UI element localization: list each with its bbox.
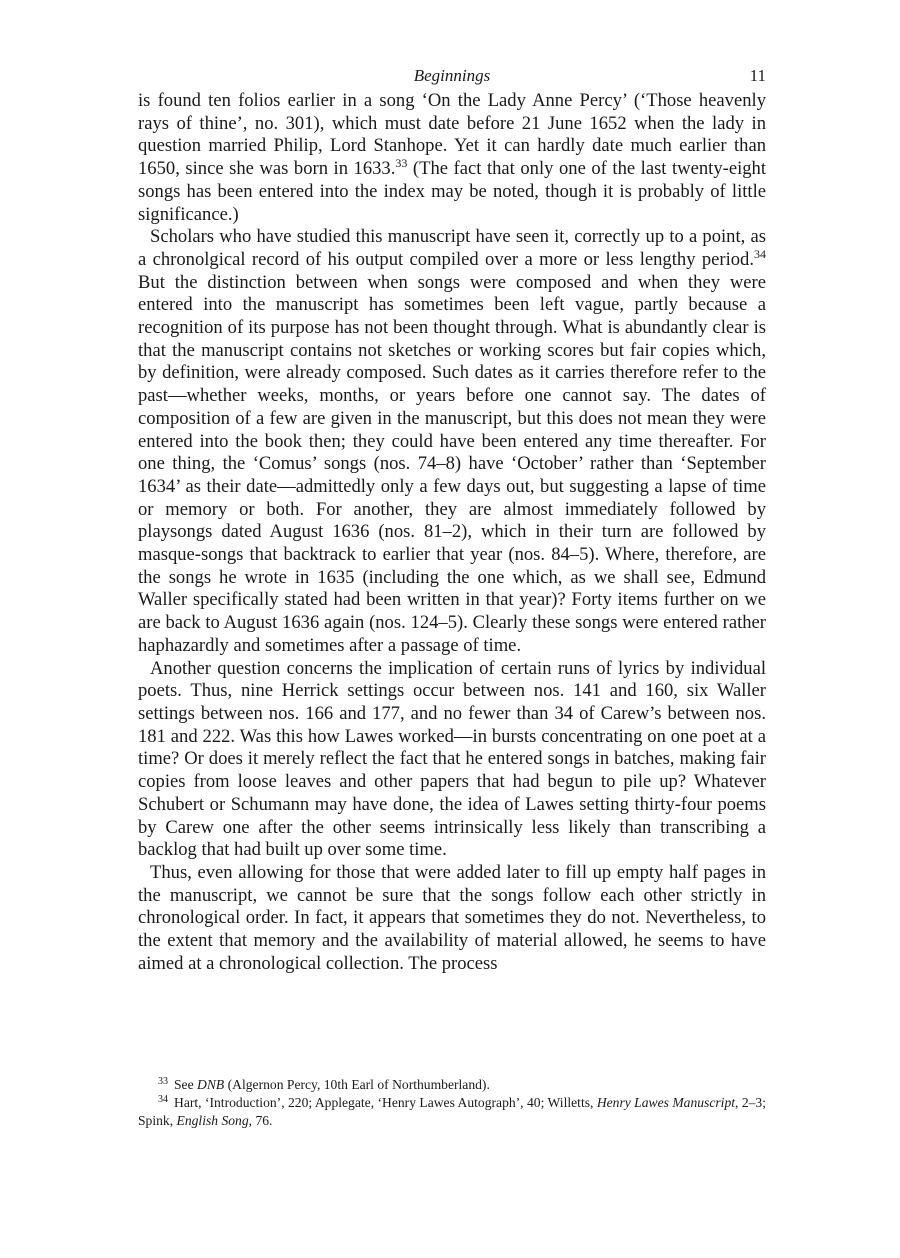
text-run: But the distinction between when songs were composed and when they were entered into the manuscript has sometimes been left vague, partly because a recognition of its purpose has not been thought through. What is abundantly clear is that the manuscript contains not sketches or working scores but fair copies which, by definition, were already composed. Such dates as it carries therefore refer to the past—whether weeks, months, or years before one cannot say. The dates of composition of a few are given in the manuscript, but this does not mean they were entered into the book then; they could have been entered any time thereafter. For one thing, the ‘Comus’ songs (nos. 74–8) have ‘October’ rather than ‘September 1634’ as their date—admittedly only a few days out, but suggesting a lapse of time or memory or both. For another, they are almost immediately followed by playsongs dated August 1636 (nos. 81–2), which in their turn are followed by masque-songs that backtrack to earlier that year (nos. 84–5). Where, therefore, are the songs he wrote in 1635 (including the one which, as we shall see, Edmund Waller specifically stated had been written in that year)? Forty items further on we are back to August 1636 again (nos. 124–5). Clearly these songs were entered rather haphazardly and sometimes after a passage of time. <box>138 271 766 656</box>
page-number: 11 <box>749 66 766 85</box>
paragraph <box>138 90 766 226</box>
text-run: See <box>174 1077 198 1092</box>
paragraph <box>138 862 766 976</box>
footnote <box>138 1094 766 1130</box>
text-run: is found ten folios earlier in a song ‘On the Lady Anne Percy’ (‘Those heavenly rays of thine’, no. 301), which must date before 21 June 1652 when the lady in question married Philip, Lord Stanhope. Yet it can hardly date much earlier than 1650, since she was born in 1633. <box>138 90 766 180</box>
italic-title: English Song <box>176 1113 249 1128</box>
text-run: , 76. <box>248 1113 273 1128</box>
text-run: Another question concerns the implication of certain runs of lyrics by individual poets. Thus, nine Herrick settings occur between nos. 141 and 160, six Waller settings between nos. 166 and 177, and no fewer than 34 of Carew’s between nos. 181 and 222. Was this how Lawes worked—in bursts concentrating on one poet at a time? Or does it merely reflect the fact that he entered songs in batches, making fair copies from loose leaves and other papers that had begun to pile up? Whatever Schubert or Schumann may have done, the idea of Lawes setting thirty-four poems by Carew one after the other seems intrinsically less likely than transcribing a backlog that had built up over some time. <box>138 657 766 861</box>
footnote-reference[interactable]: 34 <box>754 246 766 261</box>
paragraph <box>138 226 766 657</box>
text-run: , 2–3; Spink, <box>138 1095 766 1128</box>
italic-title: Henry Lawes Manuscript <box>596 1095 736 1110</box>
text-run: Scholars who have studied this manuscript have seen it, correctly up to a point, as a chronolgical record of his output compiled over a more or less lengthy period. <box>138 226 766 270</box>
footnote <box>138 1076 766 1094</box>
footnotes <box>138 1076 766 1130</box>
running-head <box>138 62 766 90</box>
paragraph <box>138 658 766 862</box>
text-run: Thus, even allowing for those that were added later to fill up empty half pages in the manuscript, we cannot be sure that the songs follow each other strictly in chronological order. In fact, it appears that sometimes they do not. Nevertheless, to the extent that memory and the availability of material allowed, he seems to have aimed at a chronological collection. The process <box>138 861 766 974</box>
book-page <box>138 62 766 1128</box>
text-run: (Algernon Percy, 10th Earl of Northumberland). <box>224 1077 490 1092</box>
text-run: (The fact that only one of the last twenty-eight songs has been entered into the index may be noted, though it is probably of little significance.) <box>138 158 766 225</box>
running-title: Beginnings <box>413 66 491 85</box>
body-text <box>138 90 766 975</box>
footnote-reference[interactable]: 33 <box>395 156 408 171</box>
text-run: Hart, ‘Introduction’, 220; Applegate, ‘Henry Lawes Autograph’, 40; Willetts, <box>174 1095 597 1110</box>
footnote-number: 33 <box>158 1076 168 1087</box>
footnote-number: 34 <box>158 1094 168 1105</box>
italic-title: DNB <box>197 1077 225 1092</box>
